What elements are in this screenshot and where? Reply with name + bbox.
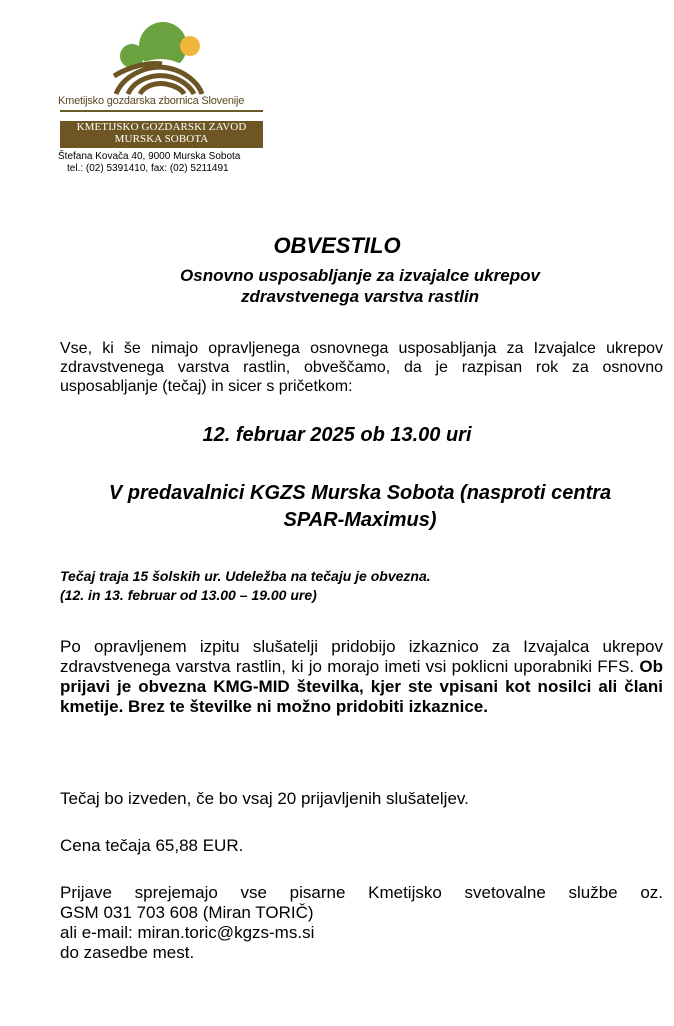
intro-paragraph: Vse, ki še nimajo opravljenega osnovnega usposabljanja za Izvajalce ukrepov zdravstvenega varstva rastlin, obveščamo, da je razpisan rok za osnovno usposabljanje (tečaj) in sicer s pričetkom: <box>60 340 663 395</box>
course-date: 12. februar 2025 ob 13.00 uri <box>202 424 472 446</box>
org-name: Kmetijsko gozdarska zbornica Slovenije <box>58 95 245 107</box>
venue-line-2: SPAR-Maximus) <box>283 509 437 531</box>
subtitle-line-2: zdravstvenega varstva rastlin <box>240 287 480 306</box>
kgzs-logo-icon <box>110 16 210 96</box>
address: Štefana Kovača 40, 9000 Murska Sobota <box>58 151 241 162</box>
notice-subtitle <box>60 265 660 307</box>
application-info <box>60 883 663 963</box>
venue <box>30 480 674 534</box>
apply-line-1: Prijave sprejemajo vse pisarne Kmetijsko svetovalne službe oz. <box>60 883 663 902</box>
exam-requirement: Ob prijavi je obvezna KMG-MID številka, kjer ste vpisani kot nosilci ali člani kmetije. Brez te številke ni možno pridobiti izkaznice. <box>60 657 663 716</box>
exam-text: Po opravljenem izpitu slušatelji pridobijo izkaznico za Izvajalca ukrepov zdravstvenega varstva rastlin, ki jo morajo imeti vsi poklicni uporabniki FFS. <box>60 637 663 676</box>
course-info <box>60 567 663 605</box>
course-price: Cena tečaja 65,88 EUR. <box>60 836 244 855</box>
subtitle-line-1: Osnovno usposabljanje za izvajalce ukrepov <box>180 266 540 285</box>
zavod-line-2: MURSKA SOBOTA <box>114 133 209 145</box>
header-divider <box>60 110 263 112</box>
exam-paragraph <box>60 637 663 717</box>
apply-email[interactable]: ali e-mail: miran.toric@kgzs-ms.si <box>60 923 315 942</box>
minimum-participants: Tečaj bo izveden, če bo vsaj 20 prijavljenih slušateljev. <box>60 789 469 808</box>
zavod-banner <box>60 121 263 148</box>
venue-line-1: V predavalnici KGZS Murska Sobota (nasproti centra <box>108 482 612 504</box>
apply-line-4: do zasedbe mest. <box>60 943 195 962</box>
course-line-1: Tečaj traja 15 šolskih ur. Udeležba na tečaju je obvezna. <box>60 568 431 584</box>
notice-title: OBVESTILO <box>273 233 401 258</box>
zavod-line-1: KMETIJSKO GOZDARSKI ZAVOD <box>76 121 247 133</box>
address-block <box>58 151 240 175</box>
apply-phone: GSM 031 703 608 (Miran TORIČ) <box>60 903 314 922</box>
phone-fax: tel.: (02) 5391410, fax: (02) 5211491 <box>67 163 229 174</box>
course-line-2: (12. in 13. februar od 13.00 – 19.00 ure) <box>60 587 317 603</box>
